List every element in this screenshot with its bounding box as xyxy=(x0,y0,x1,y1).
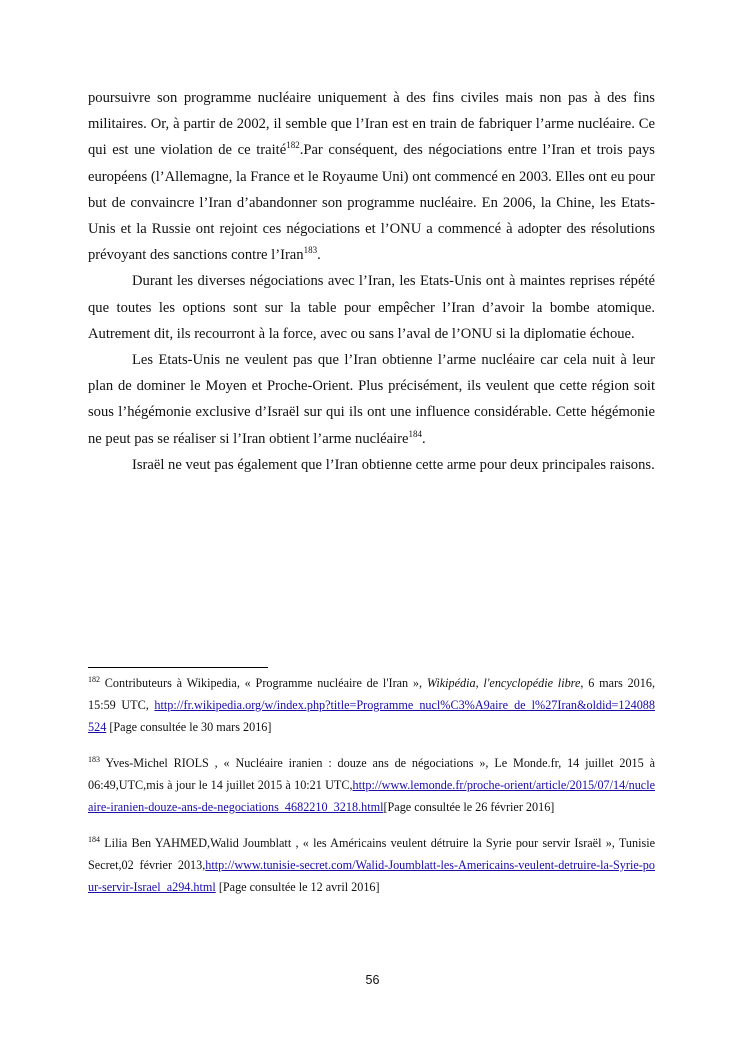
body-text xyxy=(88,85,655,478)
footnote-183: $^{183}$ Yves-Michel RIOLS , « Nucléaire iranien : douze ans de négociations », Le Monde.fr, 14 juillet 2015 à 06:49,UTC,mis à jour le 14 juillet 2015 à 10:21 UTC,http://www.lemonde.fr/proche-orient/article/2015/07/14/nucleaire-iranien-douze-ans-de-negociations_4682210_3218.html[Page consultée le 26 février 2016] xyxy=(88,754,655,814)
footnote-ref-183[interactable]: 183 xyxy=(303,245,318,256)
paragraph-4: Israël ne veut pas également que l’Iran obtienne cette arme pour deux principales raisons. xyxy=(132,456,655,473)
footnote-separator xyxy=(88,667,268,668)
footnote-182: $^{182}$ Contributeurs à Wikipedia, « Programme nucléaire de l'Iran », Wikipédia, l'encyclopédie libre, 6 mars 2016, 15:59 UTC, http://fr.wikipedia.org/w/index.php?title=Programme_nucl%C3%A9aire_de_l%27Iran&oldid=124088524 [Page consultée le 30 mars 2016] xyxy=(88,674,656,734)
footnote-number: 184 xyxy=(88,834,100,844)
footnote-source-italic: Wikipédia, l'encyclopédie libre, xyxy=(426,676,584,690)
footnote-link[interactable]: http://www.lemonde.fr/proche-orient/article/2015/07/14/nucleaire-iranien-douze-ans-de-negociations_4682210_3218.html xyxy=(88,778,655,814)
paragraph-1: poursuivre son programme nucléaire uniquement à des fins civiles mais non pas à des fins militaires. Or, à partir de 2002, il semble que l’Iran est en train de fabriquer l’arme nucléaire. Ce qui est une violation de ce traité$^{182}$.Par conséquent, des négociations entre l’Iran et trois pays européens (l’Allemagne, la France et le Royaume Uni) ont commencé en 2003. Elles ont eu pour but de convaincre l’Iran d’abandonner son programme nucléaire. En 2006, la Chine, les Etats-Unis et la Russie ont rejoint ces négociations et l’ONU a commencé à adopter des résolutions prévoyant des sanctions contre l’Iran$^{183}$. xyxy=(88,90,655,264)
footnote-184: $^{184}$ Lilia Ben YAHMED,Walid Joumblatt , « les Américains veulent détruire la Syrie pour servir Israël », Tunisie Secret,02 février 2013,http://www.tunisie-secret.com/Walid-Joumblatt-les-Americains-veulent-detruire-la-Syrie-pour-servir-Israel_a294.html [Page consultée le 12 avril 2016] xyxy=(88,834,655,894)
footnote-number: 182 xyxy=(88,674,100,684)
paragraph-2: Durant les diverses négociations avec l’Iran, les Etats-Unis ont à maintes reprises répété que toutes les options sont sur la table pour empêcher l’Iran d’avoir la bombe atomique. Autrement dit, ils recourront à la force, avec ou sans l’aval de l’ONU si la diplomatie échoue. xyxy=(88,273,655,342)
footnote-ref-184[interactable]: 184 xyxy=(408,428,423,439)
footnote-number: 183 xyxy=(88,754,100,764)
page-number: 56 xyxy=(365,973,380,987)
footnote-link[interactable]: http://www.tunisie-secret.com/Walid-Joumblatt-les-Americains-veulent-detruire-la-Syrie-pour-servir-Israel_a294.html xyxy=(88,858,655,894)
footnotes xyxy=(88,672,655,912)
footnote-ref-182[interactable]: 182 xyxy=(286,140,300,151)
paragraph-3: Les Etats-Unis ne veulent pas que l’Iran obtienne l’arme nucléaire car cela nuit à leur plan de dominer le Moyen et Proche-Orient. Plus précisément, ils veulent que cette région soit sous l’hégémonie exclusive d’Israël sur qui ils ont une influence considérable. Cette hégémonie ne peut pas se réaliser si l’Iran obtient l’arme nucléaire$^{184}$. xyxy=(88,352,655,447)
footnote-link[interactable]: http://fr.wikipedia.org/w/index.php?title=Programme_nucl%C3%A9aire_de_l%27Iran&oldid=124088524 xyxy=(88,698,655,734)
